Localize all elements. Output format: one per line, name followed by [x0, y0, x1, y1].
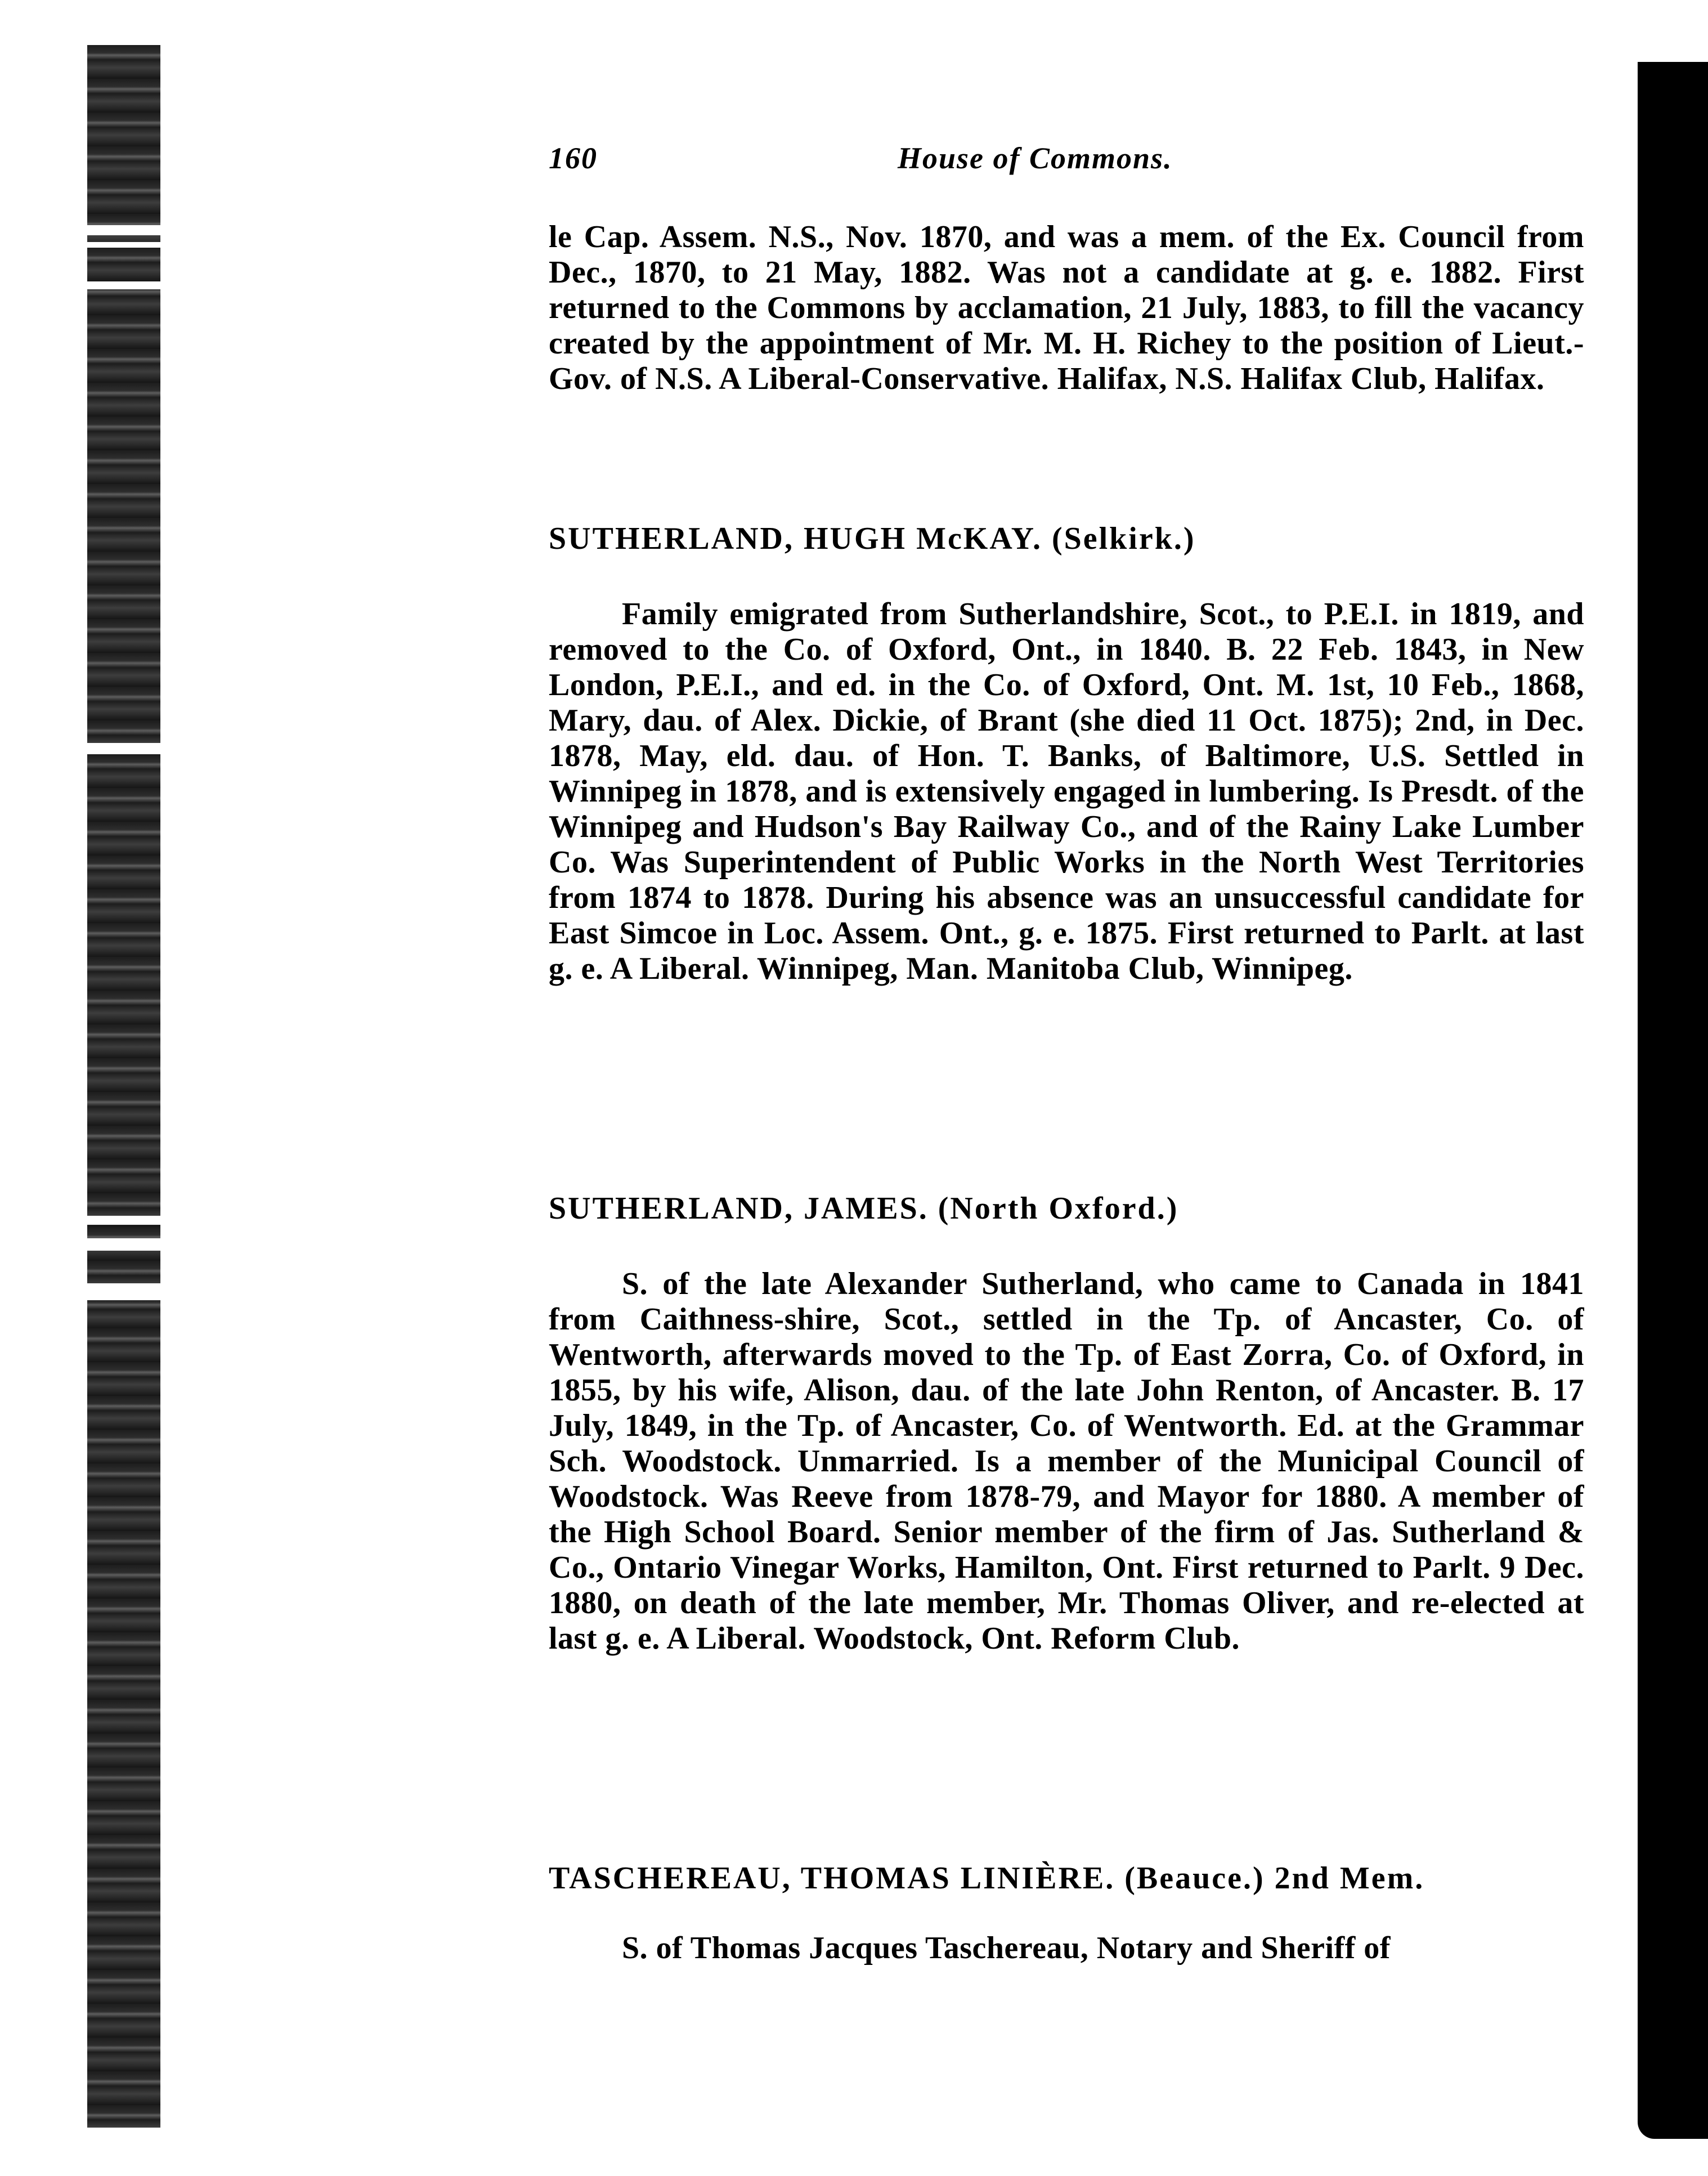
- entry-body-taschereau: S. of Thomas Jacques Taschereau, Notary and Sheriff of: [622, 1931, 1391, 1965]
- page-number: 160: [549, 141, 598, 175]
- entry-heading-sutherland-james: SUTHERLAND, JAMES. (North Oxford.): [549, 1191, 1179, 1226]
- scan-gap: [87, 225, 160, 235]
- book-page: [549, 135, 1584, 2105]
- scan-gap: [87, 743, 160, 754]
- scan-left-edge: [87, 45, 160, 2128]
- scan-gap: [87, 281, 160, 289]
- scan-gap: [87, 242, 160, 248]
- scan-gap: [87, 1283, 160, 1300]
- entry-continuation: le Cap. Assem. N.S., Nov. 1870, and was a mem. of the Ex. Council from Dec., 1870, to 21 May, 1882. Was not a candidate at g. e. 1882. First returned to the Commons by acclamation, 21 July, 1883, to fill the vacancy created by the appointment of Mr. M. H. Richey to the position of Lieut.-Gov. of N.S. A Liberal-Conservative. Halifax, N.S. Halifax Club, Halifax.: [549, 220, 1584, 396]
- entry-body-sutherland-hugh: Family emigrated from Sutherlandshire, Scot., to P.E.I. in 1819, and removed to the Co. of Oxford, Ont., in 1840. B. 22 Feb. 1843, in New London, P.E.I., and ed. in the Co. of Oxford, Ont. M. 1st, 10 Feb., 1868, Mary, dau. of Alex. Dickie, of Brant (she died 11 Oct. 1875); 2nd, in Dec. 1878, May, eld. dau. of Hon. T. Banks, of Baltimore, U.S. Settled in Winnipeg in 1878, and is extensively engaged in lumbering. Is Presdt. of the Winnipeg and Hudson's Bay Railway Co., and of the Rainy Lake Lumber Co. Was Superintendent of Public Works in the North West Territories from 1874 to 1878. During his absence was an unsuccessful candidate for East Simcoe in Loc. Assem. Ont., g. e. 1875. First returned to Parlt. at last g. e. A Liberal. Winnipeg, Man. Manitoba Club, Winnipeg.: [549, 597, 1584, 986]
- scan-gap: [87, 1238, 160, 1251]
- scan-right-edge: [1638, 62, 1708, 2139]
- entry-heading-taschereau: TASCHEREAU, THOMAS LINIÈRE. (Beauce.) 2nd Mem.: [549, 1861, 1425, 1896]
- running-header: [549, 135, 1584, 186]
- entry-body-sutherland-james: S. of the late Alexander Sutherland, who came to Canada in 1841 from Caithness-shire, Scot., settled in the Tp. of Ancaster, Co. of Wentworth, afterwards moved to the Tp. of East Zorra, Co. of Oxford, in 1855, by his wife, Alison, dau. of the late John Renton, of Ancaster. B. 17 July, 1849, in the Tp. of Ancaster, Co. of Wentworth. Ed. at the Grammar Sch. Woodstock. Unmarried. Is a member of the Municipal Council of Woodstock. Was Reeve from 1878-79, and Mayor for 1880. A member of the High School Board. Senior member of the firm of Jas. Sutherland & Co., Ontario Vinegar Works, Hamilton, Ont. First returned to Parlt. 9 Dec. 1880, on death of the late member, Mr. Thomas Oliver, and re-elected at last g. e. A Liberal. Woodstock, Ont. Reform Club.: [549, 1266, 1584, 1656]
- entry-heading-sutherland-hugh: SUTHERLAND, HUGH McKAY. (Selkirk.): [549, 521, 1196, 556]
- running-title: House of Commons.: [898, 141, 1173, 175]
- scan-gap: [87, 1216, 160, 1225]
